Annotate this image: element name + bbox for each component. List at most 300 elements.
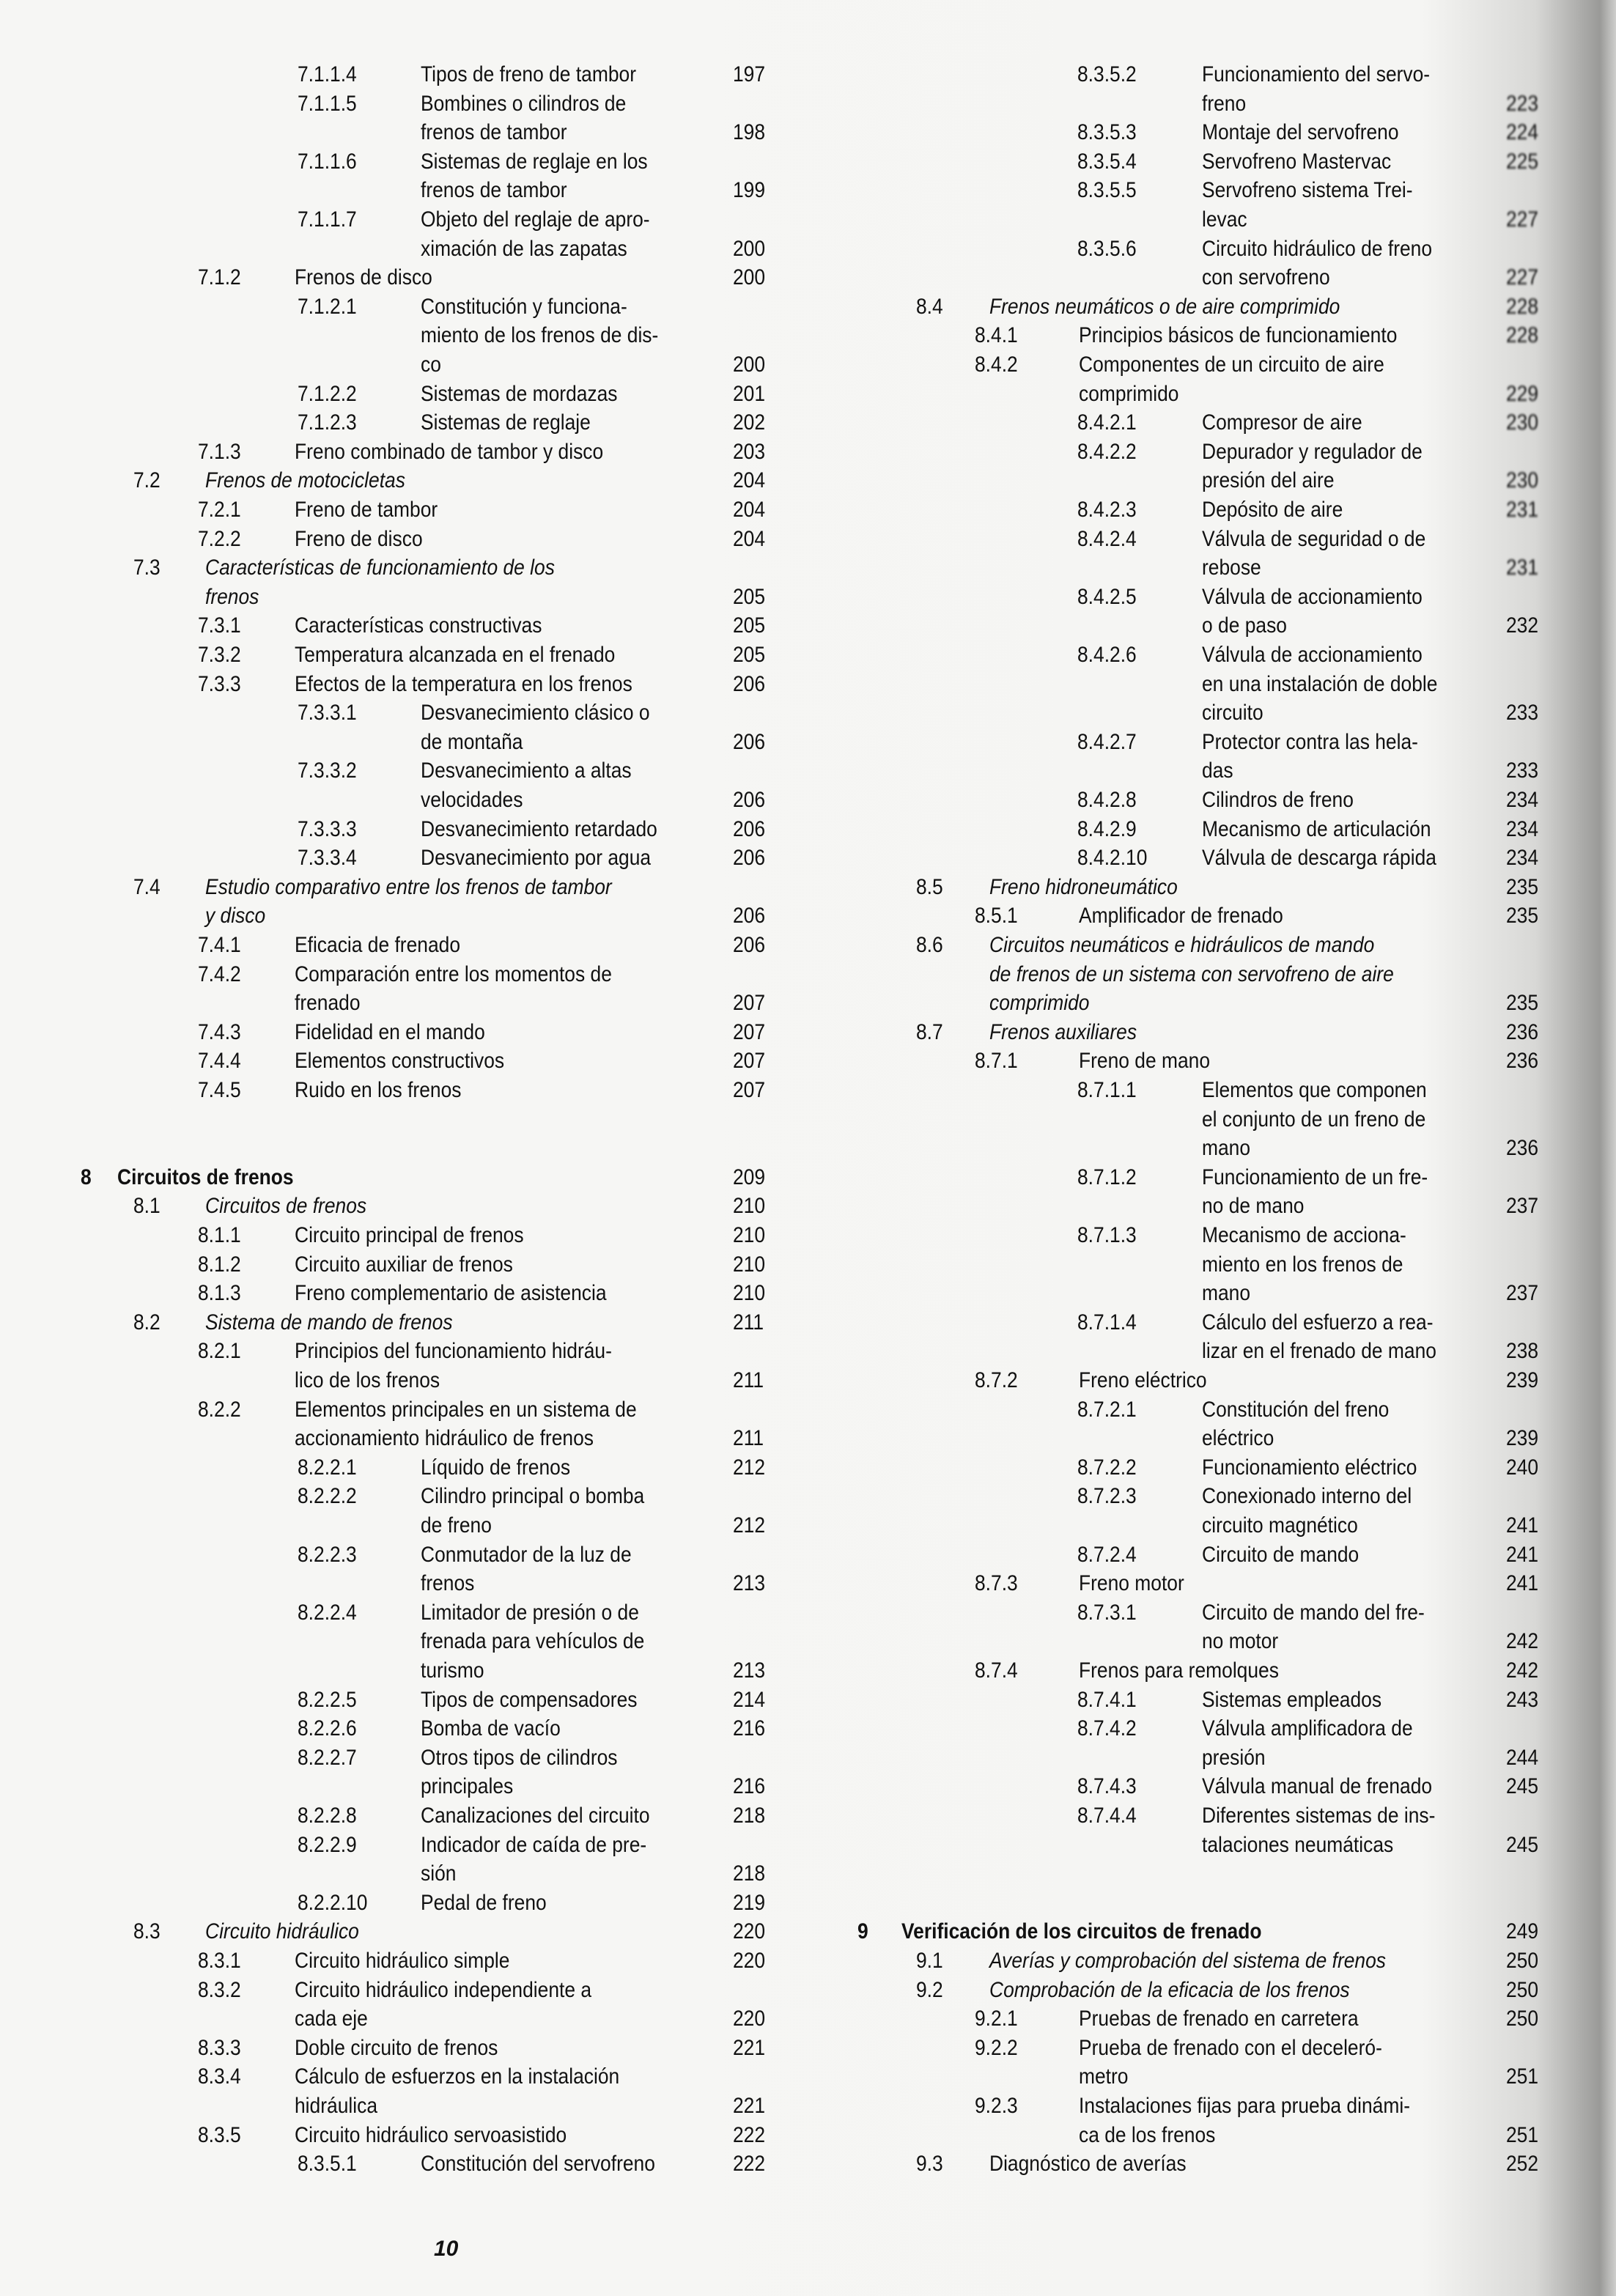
toc-entry-title-line: Circuitos neumáticos e hidráulicos de mando [989,933,1375,957]
toc-entry-number: 8.6 [916,933,943,957]
toc-entry-title-line: Elementos que componen [1202,1078,1427,1102]
toc-entry-title-line: sión [421,1861,457,1886]
toc-entry-title [989,2149,1488,2179]
toc-entry-number: 8.4.2.7 [1077,729,1137,754]
toc-entry-page: 249 [1506,1919,1539,1944]
toc-entry-number: 8.7 [916,1019,943,1044]
toc-entry-number: 8.4.2.4 [1077,526,1137,551]
toc-entry-title-line: Circuito hidráulico independiente a [295,1977,592,2002]
toc-entry-number: 8.4 [916,294,943,319]
toc-entry-title [1202,438,1488,495]
toc-entry-title [295,641,715,670]
toc-entry-title [1079,901,1488,931]
toc-entry-title-line: rebose [1202,555,1261,580]
toc-entry-page: 222 [733,2152,766,2177]
toc-entry-title-line: Mecanismo de acciona- [1202,1223,1406,1247]
toc-entry-title-line: Verificación de los circuitos de frenado [901,1919,1262,1944]
toc-entry-number: 7.3.3.4 [298,846,357,871]
toc-entry-title-line: con servofreno [1202,265,1330,290]
toc-entry-title [421,89,715,147]
toc-entry-number: 8.7.4.2 [1077,1716,1137,1741]
toc-entry-title [421,756,715,814]
toc-entry-title [421,1743,715,1801]
toc-entry-page: 204 [733,468,766,493]
toc-entry-page: 200 [733,265,766,290]
toc-entry-page: 227 [1506,265,1539,290]
toc-entry-title [295,1221,715,1250]
toc-entry-page: 202 [733,410,766,435]
toc-entry-title-line: Freno combinado de tambor y disco [295,439,604,464]
toc-entry-page: 200 [733,352,766,377]
toc-entry-page: 214 [733,1687,766,1712]
toc-entry-page: 230 [1506,468,1539,493]
toc-entry-page: 236 [1506,1136,1539,1161]
toc-entry-title [295,2121,715,2150]
toc-entry-title-line: Freno eléctrico [1079,1368,1207,1392]
toc-entry-number: 8.3.5.5 [1077,178,1137,203]
toc-entry-page: 251 [1506,2122,1539,2147]
toc-entry-title-line: Freno de disco [295,526,423,551]
toc-entry-number: 8.4.2.8 [1077,788,1137,812]
toc-entry-page: 235 [1506,874,1539,899]
toc-entry-title-line: Montaje del servofreno [1202,120,1399,145]
toc-entry-page: 206 [733,671,766,696]
toc-entry-page: 206 [733,816,766,841]
toc-entry-number: 8.2.2.9 [298,1832,357,1857]
toc-entry-page: 233 [1506,758,1539,783]
toc-entry-title-line: y disco [205,904,266,929]
toc-entry-page: 210 [733,1223,766,1247]
toc-entry-page: 205 [733,584,766,609]
toc-entry-title [1202,728,1488,786]
toc-entry-page: 237 [1506,1194,1539,1219]
toc-entry-title [989,1018,1488,1047]
toc-entry-title-line: velocidades [421,787,523,812]
toc-entry-page: 210 [733,1281,766,1306]
toc-entry-title [421,1831,715,1889]
toc-entry-title-line: Tipos de compensadores [421,1687,638,1712]
toc-entry-page: 199 [733,178,766,203]
toc-entry-title-line: Conmutador de la luz de [421,1542,632,1567]
toc-entry-title-line: Frenos de disco [295,265,432,290]
toc-entry-title-line: frenos de tambor [421,120,567,145]
toc-entry-number: 8.1.2 [198,1252,241,1277]
toc-entry-title-line: Depósito de aire [1202,498,1343,522]
toc-entry-title-line: o de paso [1202,613,1287,638]
toc-entry-title [421,2149,715,2179]
toc-entry-title-line: Freno de tambor [295,498,438,522]
toc-entry-page: 228 [1506,323,1539,348]
toc-entry-title [1202,641,1488,728]
toc-entry-number: 8.1 [133,1194,161,1219]
toc-entry-title-line: freno [1202,91,1247,116]
toc-entry-title [1202,1221,1488,1308]
toc-entry-number: 8.2.2.1 [298,1455,357,1480]
toc-entry-title-line: Doble circuito de frenos [295,2035,498,2060]
toc-entry-title [901,1917,1488,1946]
toc-entry-title-line: Servofreno Mastervac [1202,149,1392,174]
toc-entry-number: 7.1.2.3 [298,410,357,435]
toc-entry-title [1202,1772,1488,1801]
toc-entry-title [1079,1656,1488,1686]
toc-entry-title [295,1018,715,1047]
toc-entry-number: 8.5 [916,874,943,899]
toc-entry-number: 8.3.5 [198,2122,241,2147]
toc-entry-title [295,1047,715,1076]
toc-entry-title-line: Principios básicos de funcionamiento [1079,323,1398,348]
toc-entry-title-line: Funcionamiento del servo- [1202,62,1431,86]
toc-entry-number: 8.4.2.9 [1077,816,1137,841]
toc-entry-title [295,1076,715,1105]
toc-entry-number: 8.2.2.4 [298,1600,357,1625]
toc-entry-title [421,1714,715,1743]
toc-entry-number: 8.4.2.2 [1077,439,1137,464]
toc-entry-title-line: Circuito hidráulico servoasistido [295,2122,567,2147]
toc-entry-title-line: Sistemas de reglaje [421,410,591,435]
toc-entry-number: 7.1.1.5 [298,91,357,116]
toc-entry-number: 9.2.2 [975,2035,1018,2060]
toc-entry-number: 8.1.3 [198,1281,241,1306]
toc-entry-title [1202,1453,1488,1483]
toc-entry-title-line: el conjunto de un freno de [1202,1107,1426,1132]
toc-entry-title-line: Indicador de caída de pre- [421,1832,647,1857]
toc-entry-title [1202,1598,1488,1656]
toc-entry-title [989,1946,1488,1976]
toc-entry-number: 8.3.5.6 [1077,236,1137,261]
toc-entry-title-line: Averías y comprobación del sistema de frenos [989,1949,1386,1973]
toc-entry-page: 210 [733,1194,766,1219]
toc-entry-number: 8.7.1.1 [1077,1078,1137,1102]
toc-entry-page: 235 [1506,991,1539,1016]
toc-entry-title [1202,1686,1488,1715]
toc-entry-title [989,292,1488,322]
toc-entry-title-line: mano [1202,1281,1251,1306]
toc-entry-title [295,495,715,525]
toc-entry-title-line: Prueba de frenado con el deceleró- [1079,2035,1382,2060]
toc-entry-page: 211 [733,1367,764,1392]
toc-entry-title [1202,815,1488,844]
toc-entry-number: 8.7.1.4 [1077,1310,1137,1335]
toc-entry-title [205,1917,715,1946]
toc-entry-page: 211 [733,1310,764,1335]
toc-entry-number: 7.2.2 [198,526,241,551]
toc-entry-page: 204 [733,526,766,551]
toc-entry-title [1202,408,1488,438]
toc-entry-title-line: Cilindro principal o bomba [421,1484,645,1509]
toc-entry-title [205,553,715,611]
toc-entry-number: 7.1.2 [198,265,241,290]
toc-entry-number: 8.1.1 [198,1223,241,1247]
toc-entry-title-line: Desvanecimiento clásico o [421,701,650,726]
toc-entry-page: 213 [733,1658,766,1683]
toc-entry-page: 207 [733,1078,766,1102]
toc-entry-number: 7.3.3.1 [298,701,357,726]
toc-entry-page: 234 [1506,816,1539,841]
toc-entry-title-line: mano [1202,1136,1251,1161]
toc-entry-title-line: Válvula de seguridad o de [1202,526,1426,551]
toc-entry-title-line: no motor [1202,1629,1279,1654]
toc-entry-title [295,960,715,1018]
toc-entry-title [421,205,715,263]
toc-entry-page: 239 [1506,1426,1539,1451]
toc-entry-title [295,1946,715,1976]
toc-entry-title [1202,147,1488,177]
toc-entry-title-line: Freno hidroneumático [989,874,1178,899]
toc-entry-title [421,1482,715,1540]
toc-entry-title [421,292,715,380]
toc-entry-title-line: Efectos de la temperatura en los frenos [295,671,632,696]
toc-entry-page: 231 [1506,498,1539,522]
toc-entry-title [295,611,715,641]
toc-entry-title-line: Constitución del freno [1202,1397,1390,1422]
toc-entry-number: 7.3.3.2 [298,758,357,783]
toc-entry-title-line: Pedal de freno [421,1890,547,1915]
toc-entry-page: 211 [733,1426,764,1451]
toc-entry-title [1202,1308,1488,1366]
toc-entry-title [1202,1163,1488,1221]
toc-entry-title [989,1976,1488,2005]
toc-entry-number: 8.7.1 [975,1049,1018,1074]
toc-entry-number: 7.3.3.3 [298,816,357,841]
toc-entry-title-line: Funcionamiento eléctrico [1202,1455,1417,1480]
toc-entry-title [295,2034,715,2063]
toc-entry-page: 240 [1506,1455,1539,1480]
toc-entry-title [421,698,715,756]
toc-entry-page: 218 [733,1861,766,1886]
toc-entry-page: 241 [1506,1571,1539,1596]
toc-entry-title-line: Sistemas empleados [1202,1687,1382,1712]
toc-entry-title-line: comprimido [1079,381,1179,406]
toc-entry-title-line: Circuito de mando [1202,1542,1359,1567]
toc-entry-title [295,1279,715,1308]
toc-entry-page: 209 [733,1164,766,1189]
toc-entry-page: 220 [733,1949,766,1973]
toc-entry-page: 233 [1506,701,1539,726]
toc-entry-number: 8.7.4.3 [1077,1774,1137,1799]
toc-entry-page: 230 [1506,410,1539,435]
toc-entry-page: 203 [733,439,766,464]
toc-entry-title-line: Desvanecimiento retardado [421,816,657,841]
toc-entry-title-line: Amplificador de frenado [1079,904,1283,929]
toc-entry-title [1202,1540,1488,1570]
toc-entry-number: 8.2.1 [198,1339,241,1364]
toc-entry-title-line: Sistemas de reglaje en los [421,149,648,174]
toc-entry-title-line: Válvula manual de frenado [1202,1774,1433,1799]
toc-entry-title-line: Comprobación de la eficacia de los frenos [989,1977,1350,2002]
toc-entry-page: 212 [733,1513,766,1538]
toc-entry-title-line: Bombines o cilindros de [421,91,627,116]
toc-entry-page: 216 [733,1716,766,1741]
toc-entry-title-line: en una instalación de doble [1202,671,1438,696]
toc-entry-number: 8.4.1 [975,323,1018,348]
toc-entry-title [205,1192,715,1221]
toc-entry-page: 238 [1506,1339,1539,1364]
toc-entry-page: 222 [733,2122,766,2147]
toc-entry-number: 8.5.1 [975,904,1018,929]
toc-entry-page: 227 [1506,207,1539,232]
toc-entry-number: 8.2.2.8 [298,1804,357,1828]
toc-entry-title [1202,786,1488,815]
toc-entry-page: 245 [1506,1774,1539,1799]
toc-entry-title-line: frenada para vehículos de [421,1629,645,1654]
toc-entry-number: 7.3 [133,555,161,580]
toc-entry-page: 207 [733,1049,766,1074]
toc-entry-title [1202,583,1488,641]
toc-entry-title [421,844,715,873]
toc-entry-page: 251 [1506,2064,1539,2089]
toc-entry-page: 205 [733,643,766,667]
toc-entry-number: 8.3.5.1 [298,2152,357,2177]
toc-entry-number: 8 [81,1164,92,1189]
toc-entry-page: 206 [733,933,766,957]
toc-entry-title-line: Sistemas de mordazas [421,381,618,406]
toc-entry-title [421,1598,715,1686]
toc-entry-page: 237 [1506,1281,1539,1306]
toc-entry-number: 8.2.2.3 [298,1542,357,1567]
toc-entry-title [1079,1047,1488,1076]
toc-entry-number: 8.7.2.2 [1077,1455,1137,1480]
toc-entry-title-line: Pruebas de frenado en carretera [1079,2007,1359,2031]
toc-entry-number: 7.4.1 [198,933,241,957]
toc-entry-page: 245 [1506,1832,1539,1857]
toc-entry-number: 9.1 [916,1949,943,1973]
toc-entry-title [421,60,715,89]
toc-entry-page: 210 [733,1252,766,1277]
toc-entry-title-line: Canalizaciones del circuito [421,1804,650,1828]
toc-entry-title-line: Características de funcionamiento de los [205,555,555,580]
toc-entry-page: 236 [1506,1019,1539,1044]
toc-entry-page: 250 [1506,1949,1539,1973]
toc-entry-title-line: Mecanismo de articulación [1202,816,1431,841]
toc-entry-number: 8.7.3 [975,1571,1018,1596]
toc-entry-title-line: hidráulica [295,2093,378,2118]
toc-entry-title [1079,1569,1488,1598]
toc-entry-title-line: Desvanecimiento por agua [421,846,652,871]
toc-entry-number: 9.2 [916,1977,943,2002]
toc-entry-title [989,873,1488,902]
toc-entry-page: 250 [1506,1977,1539,2002]
toc-entry-title-line: presión [1202,1745,1266,1770]
toc-entry-number: 8.2.2.6 [298,1716,357,1741]
toc-entry-title [295,1395,715,1453]
toc-entry-title-line: Elementos principales en un sistema de [295,1397,637,1422]
toc-entry-title [1202,844,1488,873]
toc-entry-page: 206 [733,904,766,929]
toc-entry-number: 8.2.2.10 [298,1890,368,1915]
toc-entry-title-line: miento en los frenos de [1202,1252,1403,1277]
toc-entry-number: 9.2.3 [975,2094,1018,2118]
toc-entry-number: 7.4.2 [198,961,241,986]
toc-entry-title-line: Elementos constructivos [295,1049,505,1074]
toc-entry-title-line: Frenos para remolques [1079,1658,1279,1683]
toc-entry-title [1202,1482,1488,1540]
toc-entry-page: 205 [733,613,766,638]
toc-entry-title [1202,1395,1488,1453]
toc-entry-page: 228 [1506,294,1539,319]
toc-entry-title-line: Tipos de freno de tambor [421,62,636,86]
toc-entry-page: 218 [733,1804,766,1828]
toc-entry-title [421,1686,715,1715]
toc-entry-title-line: Objeto del reglaje de apro- [421,207,650,232]
toc-entry-title [295,670,715,699]
toc-entry-number: 7.1.1.4 [298,62,357,86]
toc-entry-title-line: Válvula de accionamiento [1202,643,1423,667]
toc-entry-page: 236 [1506,1049,1539,1074]
toc-entry-title [421,147,715,205]
toc-entry-number: 8.4.2.1 [1077,410,1137,435]
toc-entry-title-line: de freno [421,1513,492,1538]
toc-entry-title-line: Instalaciones fijas para prueba dinámi- [1079,2094,1410,2118]
toc-entry-title-line: Circuito auxiliar de frenos [295,1252,513,1277]
toc-entry-title [117,1163,715,1192]
toc-entry-title [1079,2034,1488,2092]
toc-entry-title-line: Circuito hidráulico de freno [1202,236,1433,261]
toc-entry-title [205,873,715,931]
toc-entry-number: 9.2.1 [975,2007,1018,2031]
toc-entry-page: 207 [733,1019,766,1044]
toc-entry-title [295,931,715,960]
toc-entry-number: 7.4 [133,874,161,899]
toc-entry-number: 8.2.2.2 [298,1484,357,1509]
toc-entry-number: 8.7.2.1 [1077,1397,1137,1422]
toc-entry-number: 8.7.2 [975,1368,1018,1392]
toc-entry-number: 8.3.5.4 [1077,149,1137,174]
toc-entry-number: 8.7.3.1 [1077,1600,1137,1625]
toc-entry-title [295,525,715,554]
toc-entry-number: 8.2.2.5 [298,1687,357,1712]
toc-entry-page: 206 [733,787,766,812]
toc-entry-number: 8.3.4 [198,2064,241,2089]
toc-entry-title-line: presión del aire [1202,468,1335,493]
toc-entry-title-line: frenos de tambor [421,178,567,203]
toc-entry-page: 212 [733,1455,766,1480]
toc-entry-title-line: no de mano [1202,1194,1305,1219]
toc-entry-title [1202,118,1488,147]
toc-entry-number: 8.7.4.1 [1077,1687,1137,1712]
toc-entry-number: 8.3.5.2 [1077,62,1137,86]
toc-entry-title-line: Características constructivas [295,613,542,638]
toc-entry-title [421,815,715,844]
toc-entry-page: 219 [733,1890,766,1915]
toc-entry-title-line: Frenos neumáticos o de aire comprimido [989,294,1340,319]
toc-entry-title-line: Comparación entre los momentos de [295,961,612,986]
toc-entry-number: 8.7.4 [975,1658,1018,1683]
toc-entry-title-line: Diferentes sistemas de ins- [1202,1804,1436,1828]
toc-entry-title-line: ximación de las zapatas [421,236,627,261]
toc-entry-title [1202,176,1488,234]
toc-entry-title-line: Circuito de mando del fre- [1202,1600,1425,1625]
toc-entry-title [1079,321,1488,350]
toc-entry-title-line: Estudio comparativo entre los frenos de tambor [205,874,612,899]
toc-entry-title-line: Líquido de frenos [421,1455,571,1480]
toc-entry-page: 244 [1506,1745,1539,1770]
toc-entry-number: 8.2.2 [198,1397,241,1422]
page-number-footer: 10 [434,2237,459,2261]
toc-entry-title-line: Circuito principal de frenos [295,1223,524,1247]
toc-entry-title [1202,525,1488,583]
toc-entry-title-line: comprimido [989,991,1090,1016]
toc-entry-number: 7.4.4 [198,1049,241,1074]
toc-entry-number: 8.7.1.2 [1077,1164,1137,1189]
toc-entry-title-line: Constitución y funciona- [421,294,627,319]
toc-entry-title [1079,1366,1488,1395]
toc-entry-title [421,1801,715,1831]
toc-entry-page: 241 [1506,1542,1539,1567]
toc-entry-page: 223 [1506,91,1539,116]
toc-entry-title [205,1308,715,1337]
toc-entry-title-line: das [1202,758,1233,783]
toc-entry-title-line: Depurador y regulador de [1202,439,1423,464]
